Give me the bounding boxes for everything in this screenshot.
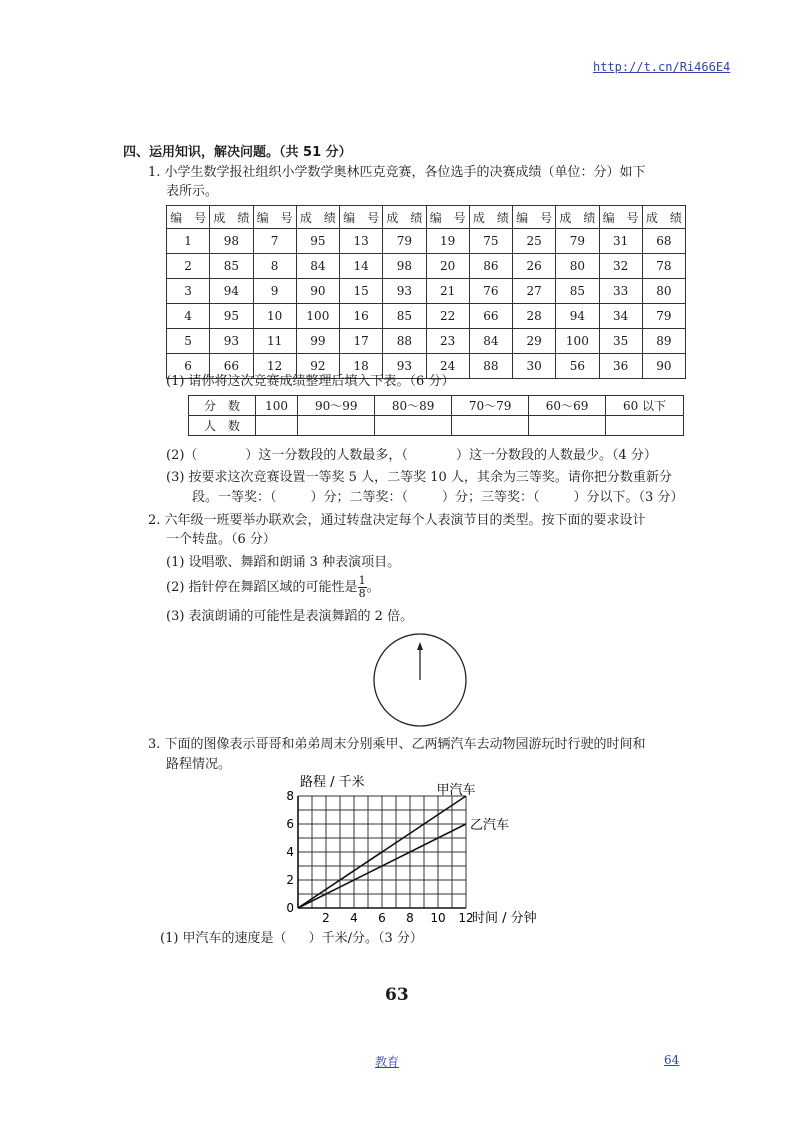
q3-stem-line1: 3. 下面的图像表示哥哥和弟弟周末分别乘甲、乙两辆汽车去动物园游玩时行驶的时间和 xyxy=(148,737,646,752)
header-id: 编 号 xyxy=(599,206,642,229)
series-label: 甲汽车 xyxy=(436,783,476,798)
footer-link[interactable]: 教育 xyxy=(375,1055,400,1069)
table-cell: 27 xyxy=(513,279,556,304)
tally-count-input[interactable] xyxy=(256,416,298,436)
q2-req2 xyxy=(166,575,380,600)
section-title: 四、运用知识，解决问题。（共 51 分） xyxy=(123,145,352,160)
header-id: 编 号 xyxy=(253,206,296,229)
table-cell: 18 xyxy=(340,354,383,379)
table-cell: 79 xyxy=(556,229,599,254)
table-cell: 98 xyxy=(383,254,426,279)
table-cell: 88 xyxy=(383,329,426,354)
table-row xyxy=(167,279,686,304)
header-score: 成 绩 xyxy=(210,206,253,229)
tally-range: 60～69 xyxy=(529,396,606,416)
table-cell: 29 xyxy=(513,329,556,354)
tally-count-input[interactable] xyxy=(375,416,452,436)
q1-sub2 xyxy=(166,446,657,465)
table-cell: 9 xyxy=(253,279,296,304)
tally-count-input[interactable] xyxy=(298,416,375,436)
q2-req2-end: 。 xyxy=(366,580,380,595)
tally-row-count xyxy=(189,416,684,436)
table-cell: 2 xyxy=(167,254,210,279)
tally-range: 100 xyxy=(256,396,298,416)
table-cell: 14 xyxy=(340,254,383,279)
table-cell: 66 xyxy=(469,304,512,329)
q3-sub1 xyxy=(160,929,423,948)
tally-label-score: 分 数 xyxy=(189,396,256,416)
q1-sub1: (1) 请你将这次竞赛成绩整理后填入下表。（6 分） xyxy=(166,374,455,389)
table-cell: 85 xyxy=(383,304,426,329)
table-cell: 93 xyxy=(383,354,426,379)
fraction-numerator: 1 xyxy=(358,574,366,587)
table-cell: 12 xyxy=(253,354,296,379)
x-tick-label: 12 xyxy=(458,911,474,925)
table-cell: 28 xyxy=(513,304,556,329)
q1-sub2-part-c: ）这一分数段的人数最少。（4 分） xyxy=(455,448,657,463)
tally-range: 80～89 xyxy=(375,396,452,416)
table-cell: 84 xyxy=(296,254,339,279)
table-cell: 23 xyxy=(426,329,469,354)
header-link[interactable]: http://t.cn/Ri466E4 xyxy=(593,60,731,74)
q3-sub1-part-a: (1) 甲汽车的速度是（ xyxy=(160,931,287,946)
q2-stem-line1: 2. 六年级一班要举办联欢会，通过转盘决定每个人表演节目的类型。按下面的要求设计 xyxy=(148,513,646,528)
tally-label-count: 人 数 xyxy=(189,416,256,436)
table-cell: 6 xyxy=(167,354,210,379)
table-cell: 26 xyxy=(513,254,556,279)
header-id: 编 号 xyxy=(426,206,469,229)
x-tick-label: 2 xyxy=(322,911,330,925)
table-cell: 85 xyxy=(556,279,599,304)
table-cell: 78 xyxy=(642,254,685,279)
table-cell: 33 xyxy=(599,279,642,304)
header-id: 编 号 xyxy=(167,206,210,229)
table-cell: 80 xyxy=(642,279,685,304)
table-cell: 99 xyxy=(296,329,339,354)
table-cell: 98 xyxy=(210,229,253,254)
q1-sub3-part-b: ）分；二等奖：（ xyxy=(310,490,409,505)
pointer-arrowhead-icon xyxy=(417,642,423,650)
table-cell: 30 xyxy=(513,354,556,379)
table-cell: 7 xyxy=(253,229,296,254)
table-cell: 5 xyxy=(167,329,210,354)
header-id: 编 号 xyxy=(340,206,383,229)
tally-count-input[interactable] xyxy=(606,416,684,436)
table-row xyxy=(167,254,686,279)
table-cell: 68 xyxy=(642,229,685,254)
table-cell: 13 xyxy=(340,229,383,254)
header-score: 成 绩 xyxy=(383,206,426,229)
y-tick-label: 0 xyxy=(286,901,294,915)
q1-sub3-line1: (3) 按要求这次竞赛设置一等奖 5 人，二等奖 10 人，其余为三等奖。请你把分数重新分 xyxy=(166,470,672,485)
x-tick-label: 10 xyxy=(430,911,446,925)
table-cell: 100 xyxy=(296,304,339,329)
table-cell: 93 xyxy=(210,329,253,354)
table-cell: 90 xyxy=(642,354,685,379)
table-cell: 92 xyxy=(296,354,339,379)
table-cell: 36 xyxy=(599,354,642,379)
series-label: 乙汽车 xyxy=(470,818,510,833)
q1-sub2-part-a: (2)（ xyxy=(166,448,198,463)
chart-series xyxy=(298,783,509,908)
x-tick-label: 4 xyxy=(350,911,358,925)
table-cell: 89 xyxy=(642,329,685,354)
table-cell: 95 xyxy=(296,229,339,254)
y-tick-label: 6 xyxy=(286,817,294,831)
tally-range: 70～79 xyxy=(452,396,529,416)
fraction xyxy=(358,575,367,600)
q1-score-table xyxy=(166,205,686,379)
table-cell: 86 xyxy=(469,254,512,279)
q2-stem-line2: 一个转盘。（6 分） xyxy=(166,532,276,547)
table-cell: 85 xyxy=(210,254,253,279)
q2-req3: (3) 表演朗诵的可能性是表演舞蹈的 2 倍。 xyxy=(166,609,414,624)
table-cell: 79 xyxy=(383,229,426,254)
table-cell: 76 xyxy=(469,279,512,304)
tally-row-score xyxy=(189,396,684,416)
table-cell: 10 xyxy=(253,304,296,329)
q1-sub3-part-c: ）分；三等奖：（ xyxy=(442,490,540,505)
q1-sub3-line2 xyxy=(192,488,683,507)
header-score: 成 绩 xyxy=(556,206,599,229)
y-tick-label: 4 xyxy=(286,845,294,859)
q1-sub3-part-d: ）分以下。（3 分） xyxy=(573,490,684,505)
x-tick-label: 6 xyxy=(378,911,386,925)
table-cell: 95 xyxy=(210,304,253,329)
y-tick-label: 2 xyxy=(286,873,294,887)
table-cell: 11 xyxy=(253,329,296,354)
q1-tally-table xyxy=(188,395,684,436)
page-number: 63 xyxy=(385,985,409,1005)
table-cell: 34 xyxy=(599,304,642,329)
q1-sub3-part-a: 段。一等奖：（ xyxy=(192,490,277,505)
table-cell: 24 xyxy=(426,354,469,379)
y-tick-label: 8 xyxy=(286,789,294,803)
header-score: 成 绩 xyxy=(642,206,685,229)
table-cell: 17 xyxy=(340,329,383,354)
table-cell: 20 xyxy=(426,254,469,279)
table-cell: 94 xyxy=(210,279,253,304)
score-table-header xyxy=(167,206,686,229)
header-score: 成 绩 xyxy=(469,206,512,229)
table-cell: 1 xyxy=(167,229,210,254)
table-cell: 94 xyxy=(556,304,599,329)
table-cell: 4 xyxy=(167,304,210,329)
table-cell: 100 xyxy=(556,329,599,354)
table-cell: 79 xyxy=(642,304,685,329)
q2-req1: (1) 设唱歌、舞蹈和朗诵 3 种表演项目。 xyxy=(166,555,401,570)
fraction-denominator: 8 xyxy=(358,587,366,600)
table-row xyxy=(167,329,686,354)
table-cell: 84 xyxy=(469,329,512,354)
header-score: 成 绩 xyxy=(296,206,339,229)
table-cell: 16 xyxy=(340,304,383,329)
table-cell: 25 xyxy=(513,229,556,254)
y-axis-label: 路程 / 千米 xyxy=(300,775,365,790)
table-cell: 21 xyxy=(426,279,469,304)
table-cell: 90 xyxy=(296,279,339,304)
header-id: 编 号 xyxy=(513,206,556,229)
x-axis-label: 时间 / 分钟 xyxy=(472,911,537,926)
footer-page-link[interactable]: 64 xyxy=(664,1053,680,1067)
tally-count-input[interactable] xyxy=(452,416,529,436)
table-cell: 3 xyxy=(167,279,210,304)
q3-stem-line2: 路程情况。 xyxy=(166,757,232,772)
tally-count-input[interactable] xyxy=(529,416,606,436)
q3-sub1-part-b: ）千米/分。（3 分） xyxy=(308,931,423,946)
table-cell: 22 xyxy=(426,304,469,329)
spinner-diagram xyxy=(370,630,470,730)
table-cell: 88 xyxy=(469,354,512,379)
q1-stem-line2: 表所示。 xyxy=(166,184,219,199)
distance-time-chart xyxy=(270,770,570,930)
q1-stem-line1: 1. 小学生数学报社组织小学数学奥林匹克竞赛，各位选手的决赛成绩（单位：分）如下 xyxy=(148,165,646,180)
tally-range: 90～99 xyxy=(298,396,375,416)
table-cell: 75 xyxy=(469,229,512,254)
table-cell: 56 xyxy=(556,354,599,379)
table-cell: 8 xyxy=(253,254,296,279)
table-row xyxy=(167,304,686,329)
x-tick-label: 8 xyxy=(406,911,414,925)
q1-sub2-part-b: ）这一分数段的人数最多，（ xyxy=(245,448,408,463)
table-cell: 31 xyxy=(599,229,642,254)
table-cell: 80 xyxy=(556,254,599,279)
table-cell: 19 xyxy=(426,229,469,254)
table-row xyxy=(167,229,686,254)
table-cell: 93 xyxy=(383,279,426,304)
table-cell: 32 xyxy=(599,254,642,279)
q2-req2-text: (2) 指针停在舞蹈区域的可能性是 xyxy=(166,580,358,595)
table-cell: 15 xyxy=(340,279,383,304)
tally-range: 60 以下 xyxy=(606,396,684,416)
table-cell: 35 xyxy=(599,329,642,354)
table-cell: 66 xyxy=(210,354,253,379)
